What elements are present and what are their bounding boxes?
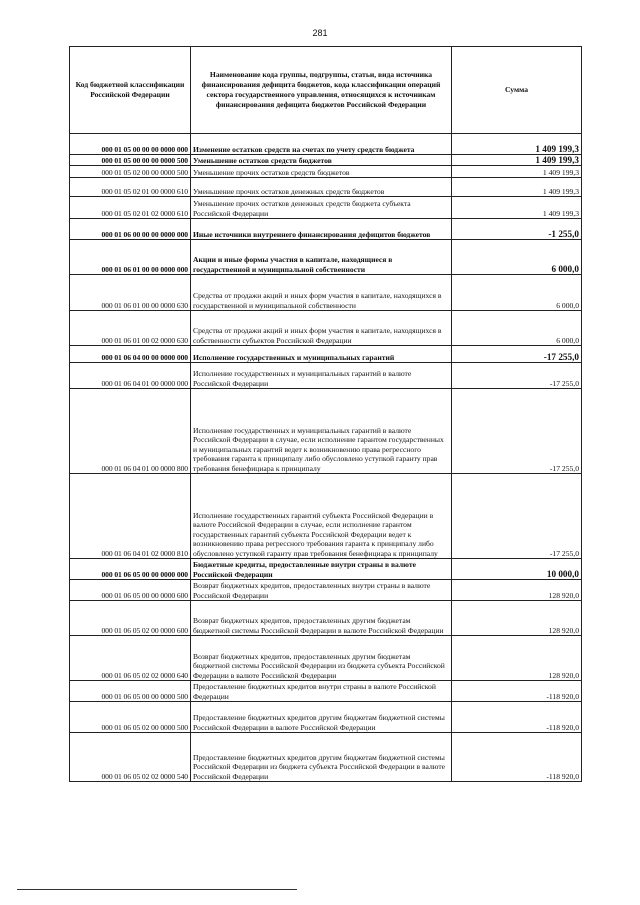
row-name: Предоставление бюджетных кредитов внутри страны в валюте Российской Федерации — [191, 681, 452, 702]
table-row — [70, 389, 582, 474]
row-name: Возврат бюджетных кредитов, предоставленных другим бюджетам бюджетной системы Российской Федерации в валюте Российской Федерации — [191, 601, 452, 636]
row-code: 000 01 06 05 02 02 0000 540 — [70, 733, 191, 782]
table-row — [70, 702, 582, 733]
row-name: Исполнение государственных и муниципальных гарантий — [191, 346, 452, 363]
row-sum: 1 409 199,3 — [452, 178, 582, 197]
row-code: 000 01 06 05 00 00 0000 500 — [70, 681, 191, 702]
row-code: 000 01 06 00 00 00 0000 000 — [70, 219, 191, 240]
row-code: 000 01 06 05 02 02 0000 640 — [70, 636, 191, 681]
row-name: Бюджетные кредиты, предоставленные внутри страны в валюте Российской Федерации — [191, 559, 452, 580]
row-name: Возврат бюджетных кредитов, предоставленных внутри страны в валюте Российской Федерации — [191, 580, 452, 601]
row-code: 000 01 06 01 00 02 0000 630 — [70, 311, 191, 346]
row-code: 000 01 06 04 01 00 0000 000 — [70, 363, 191, 389]
row-sum: 128 920,0 — [452, 636, 582, 681]
row-sum: -17 255,0 — [452, 363, 582, 389]
table-row — [70, 134, 582, 155]
row-sum: 128 920,0 — [452, 580, 582, 601]
page-number: 281 — [312, 28, 328, 38]
row-code: 000 01 06 04 01 00 0000 800 — [70, 389, 191, 474]
row-name: Предоставление бюджетных кредитов другим бюджетам бюджетной системы Российской Федерации в валюте Российской Федерации — [191, 702, 452, 733]
row-sum: -118 920,0 — [452, 681, 582, 702]
row-sum: -118 920,0 — [452, 702, 582, 733]
table-row — [70, 311, 582, 346]
row-name: Исполнение государственных и муниципальных гарантий в валюте Российской Федерации — [191, 363, 452, 389]
row-code: 000 01 05 00 00 00 0000 000 — [70, 134, 191, 155]
header-sum: Сумма — [452, 47, 582, 134]
table-row — [70, 559, 582, 580]
table-row — [70, 601, 582, 636]
row-name: Возврат бюджетных кредитов, предоставленных другим бюджетам бюджетной системы Российской Федерации из бюджета субъекта Российской Федерации в валюте Российской Федерации — [191, 636, 452, 681]
row-code: 000 01 06 01 00 00 0000 000 — [70, 240, 191, 275]
row-code: 000 01 05 02 01 00 0000 610 — [70, 178, 191, 197]
row-sum: 6 000,0 — [452, 240, 582, 275]
row-name: Уменьшение прочих остатков денежных средств бюджета субъекта Российской Федерации — [191, 197, 452, 219]
row-name: Иные источники внутреннего финансирования дефицитов бюджетов — [191, 219, 452, 240]
row-name: Уменьшение прочих остатков средств бюджетов — [191, 166, 452, 178]
row-name: Исполнение государственных гарантий субъекта Российской Федерации в валюте Российской Федерации в случае, если исполнение гарантом государственных гарантий субъекта Российской Федерации ведет к возникновению права регрессного требования гаранта к принципалу либо обусловлено уступкой гаранту прав требования бенефициара к принципалу — [191, 474, 452, 559]
row-code: 000 01 06 05 00 00 0000 600 — [70, 580, 191, 601]
table-row — [70, 636, 582, 681]
footer-divider — [17, 889, 297, 890]
row-sum: 6 000,0 — [452, 275, 582, 311]
header-code: Код бюджетной классификации Российской Федерации — [70, 47, 191, 134]
row-name: Предоставление бюджетных кредитов другим бюджетам бюджетной системы Российской Федерации из бюджета субъекта Российской Федерации в валюте Российской Федерации — [191, 733, 452, 782]
row-code: 000 01 06 05 02 00 0000 600 — [70, 601, 191, 636]
row-code: 000 01 06 04 00 00 0000 000 — [70, 346, 191, 363]
table-row — [70, 474, 582, 559]
table-row — [70, 363, 582, 389]
row-code: 000 01 06 01 00 00 0000 630 — [70, 275, 191, 311]
row-code: 000 01 05 02 00 00 0000 500 — [70, 166, 191, 178]
row-sum: 10 000,0 — [452, 559, 582, 580]
row-sum: -17 255,0 — [452, 346, 582, 363]
row-code: 000 01 06 04 01 02 0000 810 — [70, 474, 191, 559]
row-name: Исполнение государственных и муниципальных гарантий в валюте Российской Федерации в случае, если исполнение гарантом государственных и муниципальных гарантий ведет к возникновению права регрессного требования гаранта к принципалу либо обусловлено уступкой гаранту прав требования бенефициара к принципалу — [191, 389, 452, 474]
row-sum: -17 255,0 — [452, 474, 582, 559]
table-row — [70, 580, 582, 601]
budget-sources-table — [69, 46, 582, 782]
row-name: Уменьшение остатков средств бюджетов — [191, 155, 452, 166]
row-sum: 1 409 199,3 — [452, 134, 582, 155]
row-name: Уменьшение прочих остатков денежных средств бюджетов — [191, 178, 452, 197]
row-sum: 1 409 199,3 — [452, 166, 582, 178]
row-sum: 1 409 199,3 — [452, 155, 582, 166]
table-row — [70, 155, 582, 166]
table-row — [70, 275, 582, 311]
row-sum: 6 000,0 — [452, 311, 582, 346]
row-name: Средства от продажи акций и иных форм участия в капитале, находящихся в государственной и муниципальной собственности — [191, 275, 452, 311]
table-row — [70, 346, 582, 363]
table-row — [70, 681, 582, 702]
row-name: Изменение остатков средств на счетах по учету средств бюджета — [191, 134, 452, 155]
table-header-row — [70, 47, 582, 134]
table-body — [70, 134, 582, 782]
row-code: 000 01 06 05 02 00 0000 500 — [70, 702, 191, 733]
row-code: 000 01 05 02 01 02 0000 610 — [70, 197, 191, 219]
row-code: 000 01 05 00 00 00 0000 500 — [70, 155, 191, 166]
table-row — [70, 178, 582, 197]
row-sum: 1 409 199,3 — [452, 197, 582, 219]
table-row — [70, 733, 582, 782]
table-row — [70, 197, 582, 219]
row-sum: 128 920,0 — [452, 601, 582, 636]
row-sum: -118 920,0 — [452, 733, 582, 782]
row-sum: -17 255,0 — [452, 389, 582, 474]
row-name: Акции и иные формы участия в капитале, находящиеся в государственной и муниципальной собственности — [191, 240, 452, 275]
header-name: Наименование кода группы, подгруппы, статьи, вида источника финансирования дефицита бюджетов, кода классификации операций сектора государственного управления, относящихся к источникам финансирования дефицита бюджетов Российской Федерации — [191, 47, 452, 134]
table-row — [70, 219, 582, 240]
row-sum: -1 255,0 — [452, 219, 582, 240]
table-row — [70, 166, 582, 178]
row-name: Средства от продажи акций и иных форм участия в капитале, находящихся в собственности субъектов Российской Федерации — [191, 311, 452, 346]
table-row — [70, 240, 582, 275]
row-code: 000 01 06 05 00 00 0000 000 — [70, 559, 191, 580]
